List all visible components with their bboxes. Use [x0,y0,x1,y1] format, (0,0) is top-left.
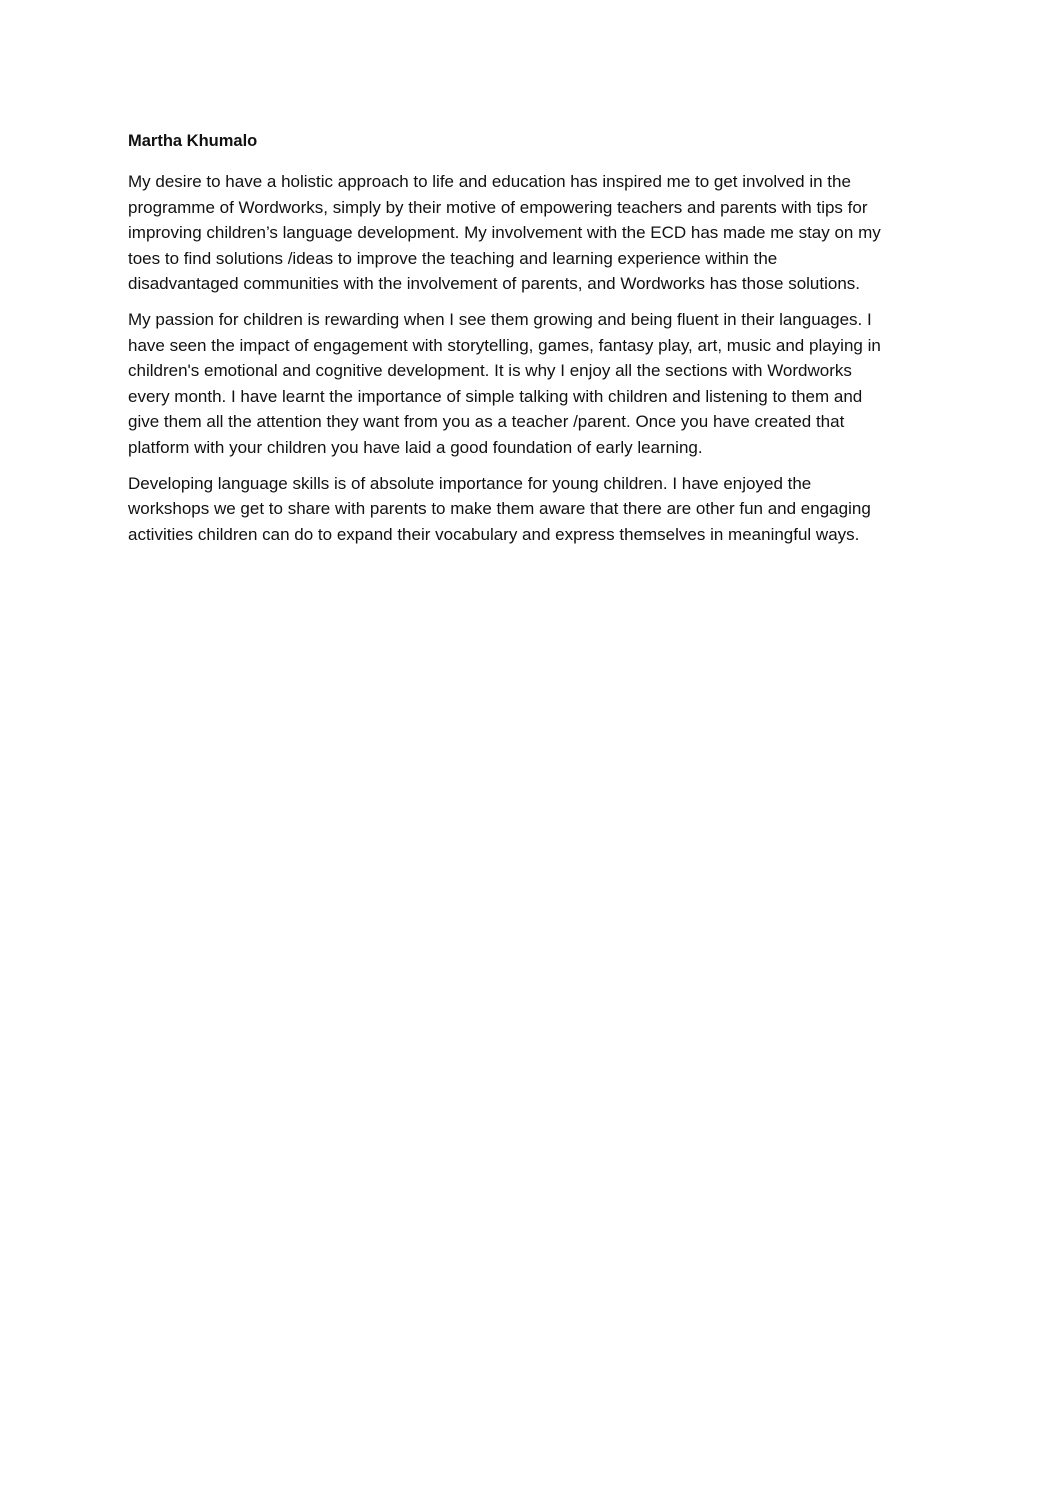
paragraph-line: have seen the impact of engagement with storytelling, games, fantasy play, art, music and playing in [128,335,881,355]
paragraph-3 [128,471,928,548]
paragraph-line: children's emotional and cognitive development. It is why I enjoy all the sections with Wordworks [128,361,852,381]
paragraph-line: Developing language skills is of absolute importance for young children. I have enjoyed the [128,473,812,493]
paragraph-line: every month. I have learnt the importance of simple talking with children and listening to them and [128,386,863,406]
paragraph-line: My desire to have a holistic approach to life and education has inspired me to get involved in the [128,172,851,191]
paragraph-2 [128,307,928,461]
paragraph-line: toes to find solutions /ideas to improve the teaching and learning experience within the [128,248,778,268]
paragraph-line: activities children can do to expand their vocabulary and express themselves in meaningful ways. [128,524,860,544]
paragraph-line: My passion for children is rewarding when I see them growing and being fluent in their languages. I [128,309,872,329]
paragraph-line: improving children’s language development. My involvement with the ECD has made me stay on my [128,223,881,243]
paragraph-1 [128,169,928,297]
document-body [128,130,928,557]
paragraph-line: disadvantaged communities with the involvement of parents, and Wordworks has those solutions. [128,274,861,294]
paragraph-line: give them all the attention they want from you as a teacher /parent. Once you have created that [128,412,845,432]
paragraph-line: programme of Wordworks, simply by their motive of empowering teachers and parents with tips for [128,197,868,217]
paragraph-line: platform with your children you have laid a good foundation of early learning. [128,437,703,457]
paragraph-line: workshops we get to share with parents to make them aware that there are other fun and engaging [128,499,871,519]
author-name: Martha Khumalo [128,132,258,150]
